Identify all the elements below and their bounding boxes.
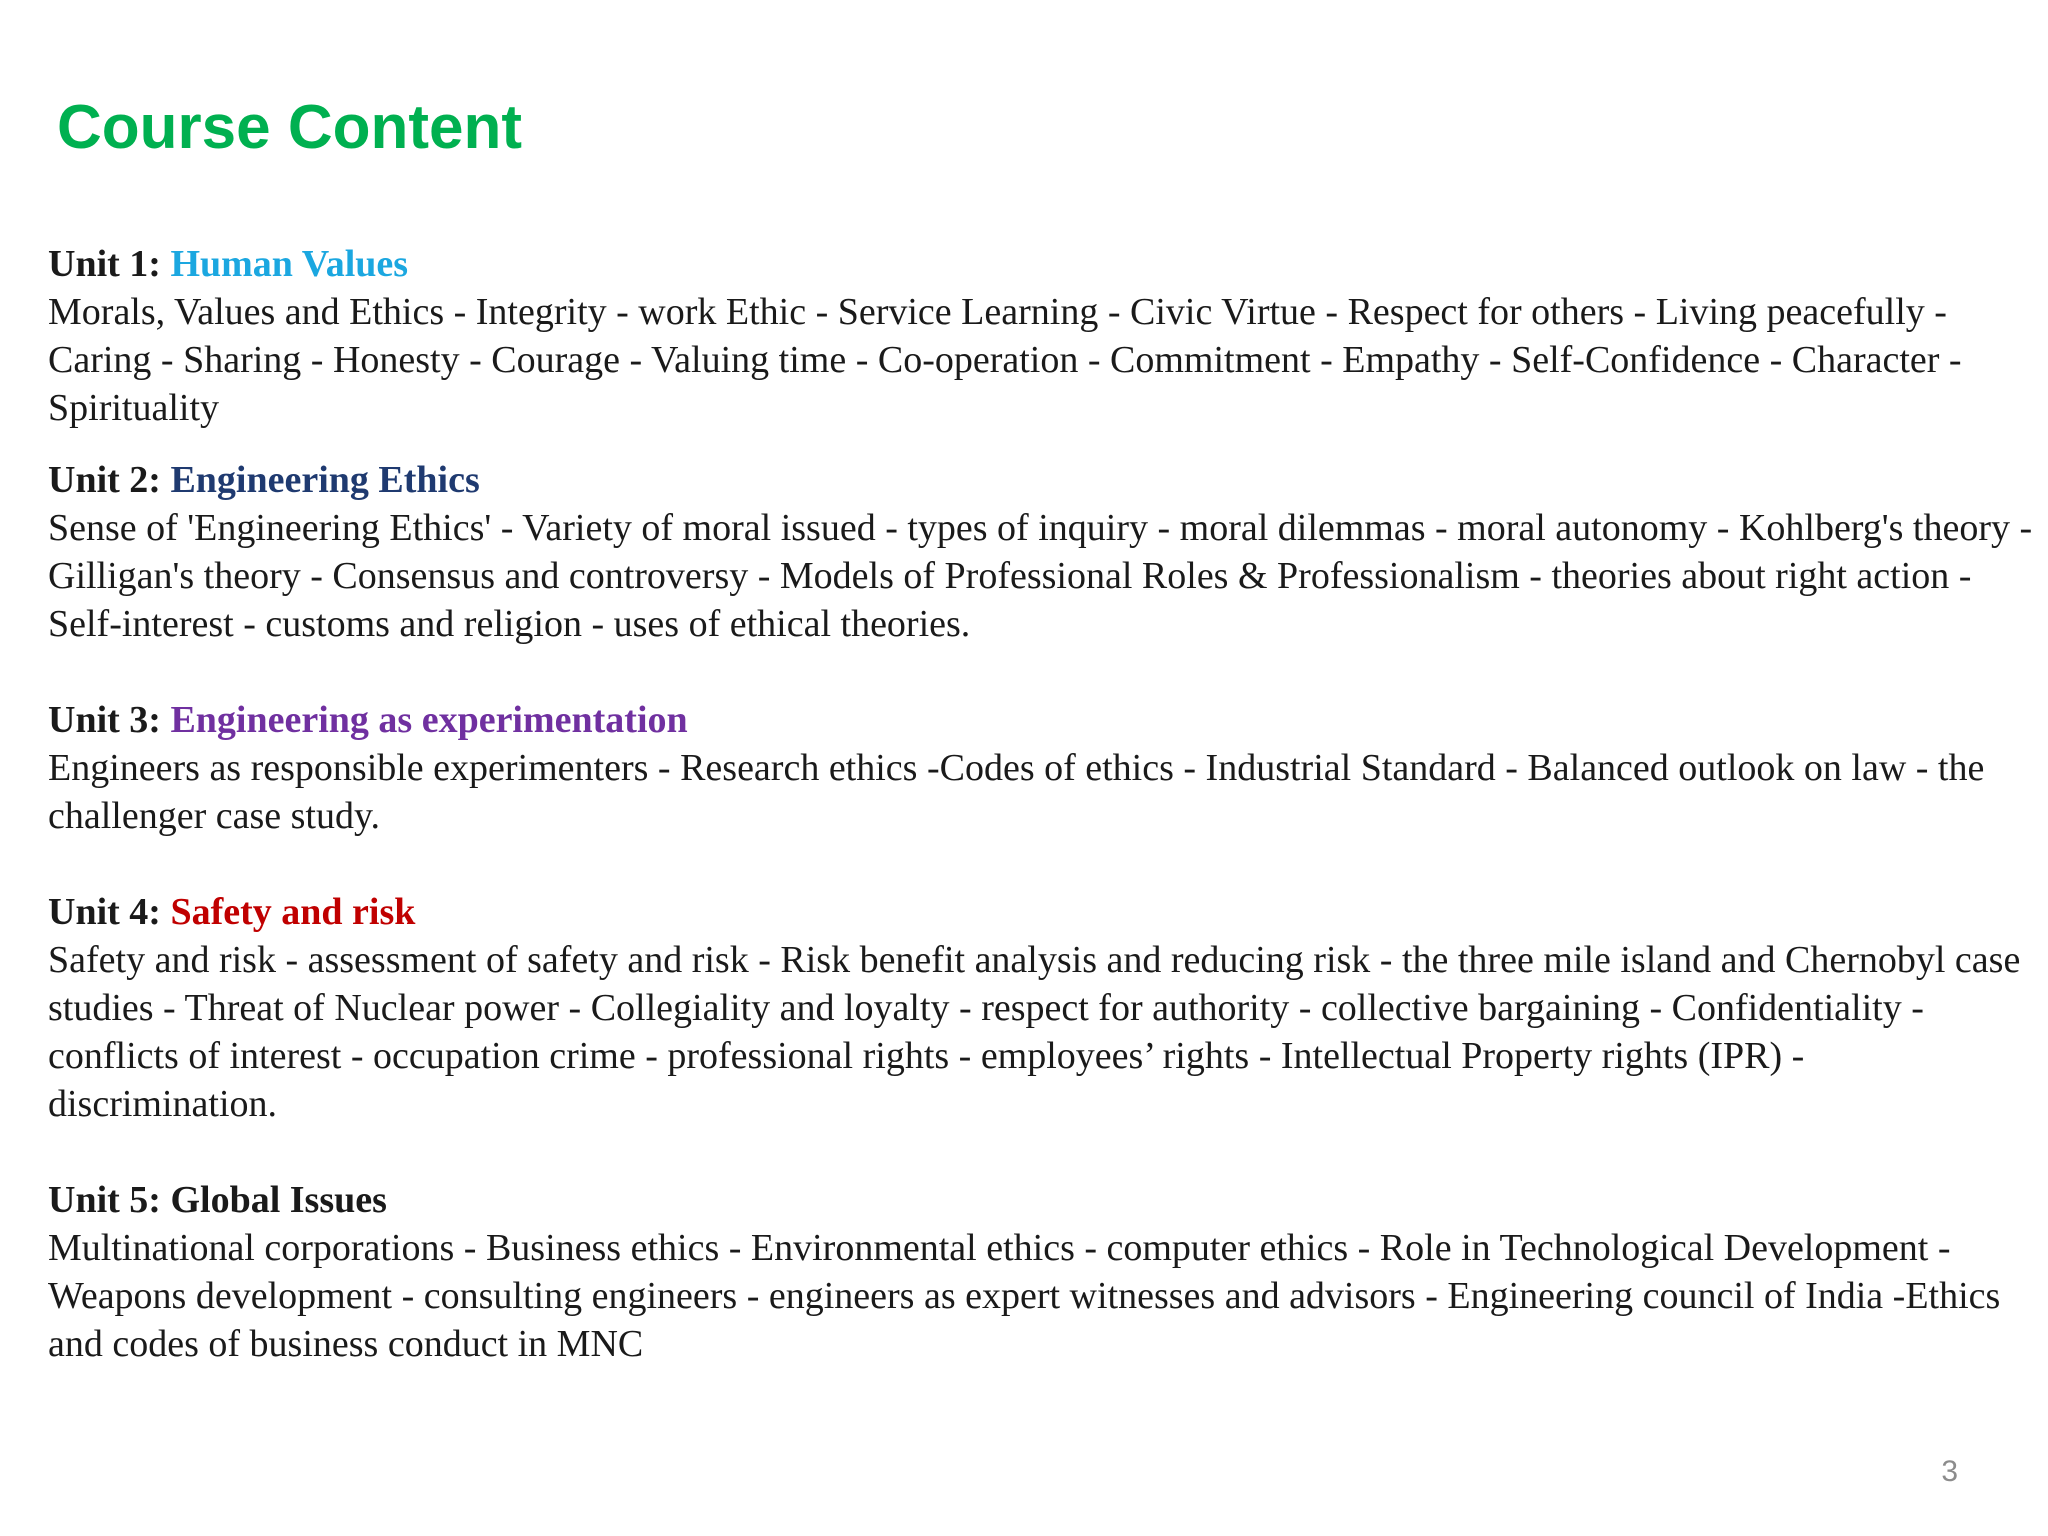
unit-description: Sense of 'Engineering Ethics' - Variety of moral issued - types of inquiry - moral dilemmas - moral autonomy - Kohlberg's theory - Gilligan's theory - Consensus and controversy - Models of Professional Roles & Professionalism - theories about right action - Self-interest - customs and religion - uses of ethical theories. (48, 507, 2033, 645)
unit-5 (48, 1176, 2038, 1368)
course-content (48, 240, 2038, 1368)
unit-name: Engineering Ethics (170, 459, 480, 501)
unit-4 (48, 888, 2038, 1128)
unit-heading (48, 696, 2038, 744)
unit-heading (48, 888, 2038, 936)
unit-1 (48, 240, 2038, 432)
unit-description: Morals, Values and Ethics - Integrity - work Ethic - Service Learning - Civic Virtue - Respect for others - Living peacefully - Caring - Sharing - Honesty - Courage - Valuing time - Co-operation - Commitment - Empathy - Self-Confidence - Character - Spirituality (48, 291, 1962, 429)
unit-2 (48, 456, 2038, 648)
unit-heading (48, 1176, 2038, 1224)
unit-name: Engineering as experimentation (170, 699, 688, 741)
unit-label: Unit 4: (48, 891, 161, 933)
unit-name: Human Values (170, 243, 409, 285)
unit-label: Unit 5: (48, 1179, 161, 1221)
unit-description: Engineers as responsible experimenters - Research ethics -Codes of ethics - Industrial Standard - Balanced outlook on law - the challenger case study. (48, 747, 1985, 837)
unit-name: Safety and risk (170, 891, 416, 933)
unit-heading (48, 456, 2038, 504)
unit-label: Unit 2: (48, 459, 161, 501)
slide-title: Course Content (57, 93, 522, 162)
unit-label: Unit 3: (48, 699, 161, 741)
unit-description: Multinational corporations - Business ethics - Environmental ethics - computer ethics - Role in Technological Development - Weapons development - consulting engineers - engineers as expert witnesses and advisors - Engineering council of India -Ethics and codes of business conduct in MNC (48, 1227, 2001, 1365)
unit-heading (48, 240, 2038, 288)
unit-label: Unit 1: (48, 243, 161, 285)
unit-name: Global Issues (170, 1179, 387, 1221)
page-number: 3 (1941, 1455, 1958, 1488)
unit-description: Safety and risk - assessment of safety and risk - Risk benefit analysis and reducing risk - the three mile island and Chernobyl case studies - Threat of Nuclear power - Collegiality and loyalty - respect for authority - collective bargaining - Confidentiality - conflicts of interest - occupation crime - professional rights - employees’ rights - Intellectual Property rights (IPR) - discrimination. (48, 939, 2021, 1125)
unit-3 (48, 696, 2038, 840)
